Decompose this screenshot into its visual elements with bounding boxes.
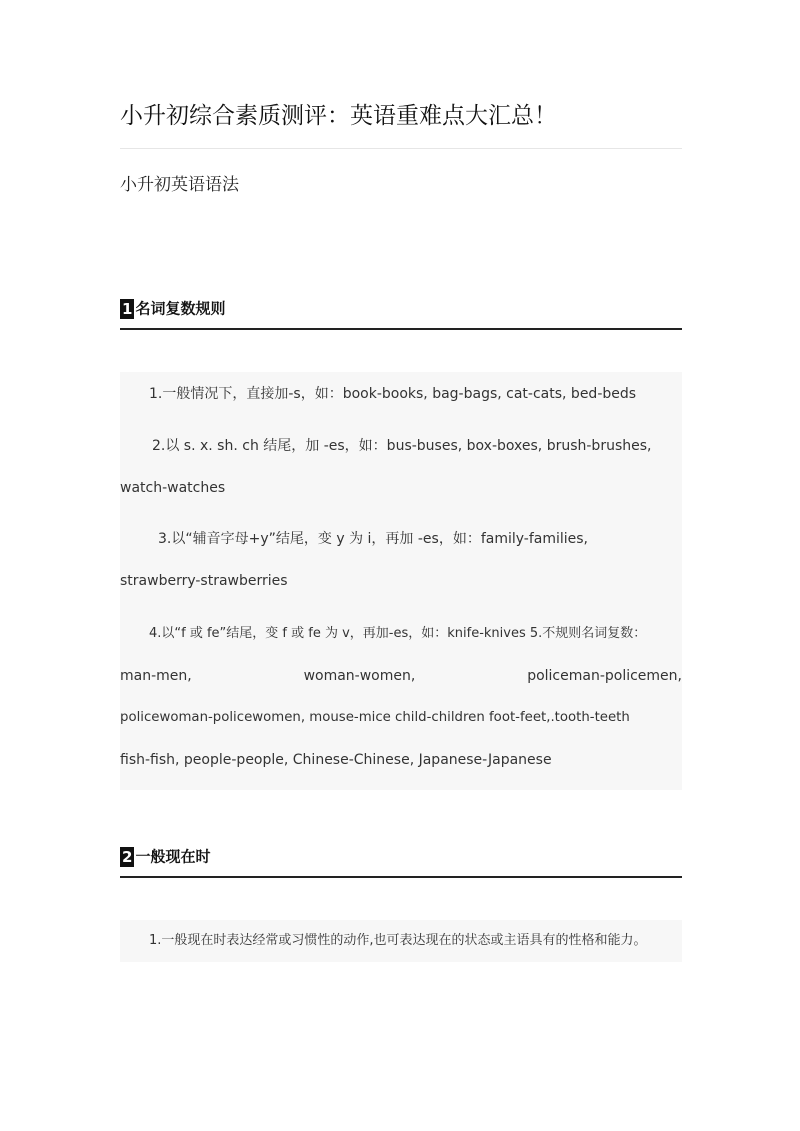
paragraph-line: watch-watches: [120, 480, 226, 496]
paragraph-line: 1.一般情况下，直接加-s，如：book-books, bag-bags, cat-cats, bed-beds: [149, 386, 637, 402]
section-heading-1: [120, 298, 682, 330]
section-1-content-box: [120, 372, 682, 790]
section-2-content-box: [120, 920, 682, 962]
page-subtitle: 小升初英语语法: [120, 175, 239, 195]
paragraph-line: fish-fish, people-people, Chinese-Chinese, Japanese-Japanese: [120, 752, 552, 768]
page-title: 小升初综合素质测评：英语重难点大汇总！: [120, 103, 557, 129]
section-number-badge: 1: [122, 299, 133, 318]
paragraph-line: strawberry-strawberries: [120, 573, 288, 589]
paragraph-line: 2.以 s. x. sh. ch 结尾，加 -es，如：bus-buses, box-boxes, brush-brushes,: [152, 438, 652, 454]
paragraph-line-justified: [120, 665, 682, 687]
title-divider: [120, 148, 682, 149]
plural-example: woman-women,: [303, 668, 416, 684]
paragraph-line: 3.以“辅音字母+y”结尾，变 y 为 i，再加 -es，如：family-families,: [158, 531, 588, 547]
section-heading-label: 名词复数规则: [135, 299, 226, 318]
paragraph-line: 4.以“f 或 fe”结尾，变 f 或 fe 为 v，再加-es，如：knife-knives 5.不规则名词复数：: [149, 626, 647, 641]
section-number-badge: 2: [122, 847, 133, 866]
paragraph-line: policewoman-policewomen, mouse-mice child-children foot-feet,.tooth-teeth: [120, 710, 630, 725]
plural-example: man-men,: [120, 668, 192, 684]
section-heading-label: 一般现在时: [135, 847, 211, 866]
plural-example: policeman-policemen,: [527, 668, 682, 684]
section-heading-2: [120, 846, 682, 878]
paragraph-line: 1.一般现在时表达经常或习惯性的动作,也可表达现在的状态或主语具有的性格和能力。: [149, 933, 647, 948]
